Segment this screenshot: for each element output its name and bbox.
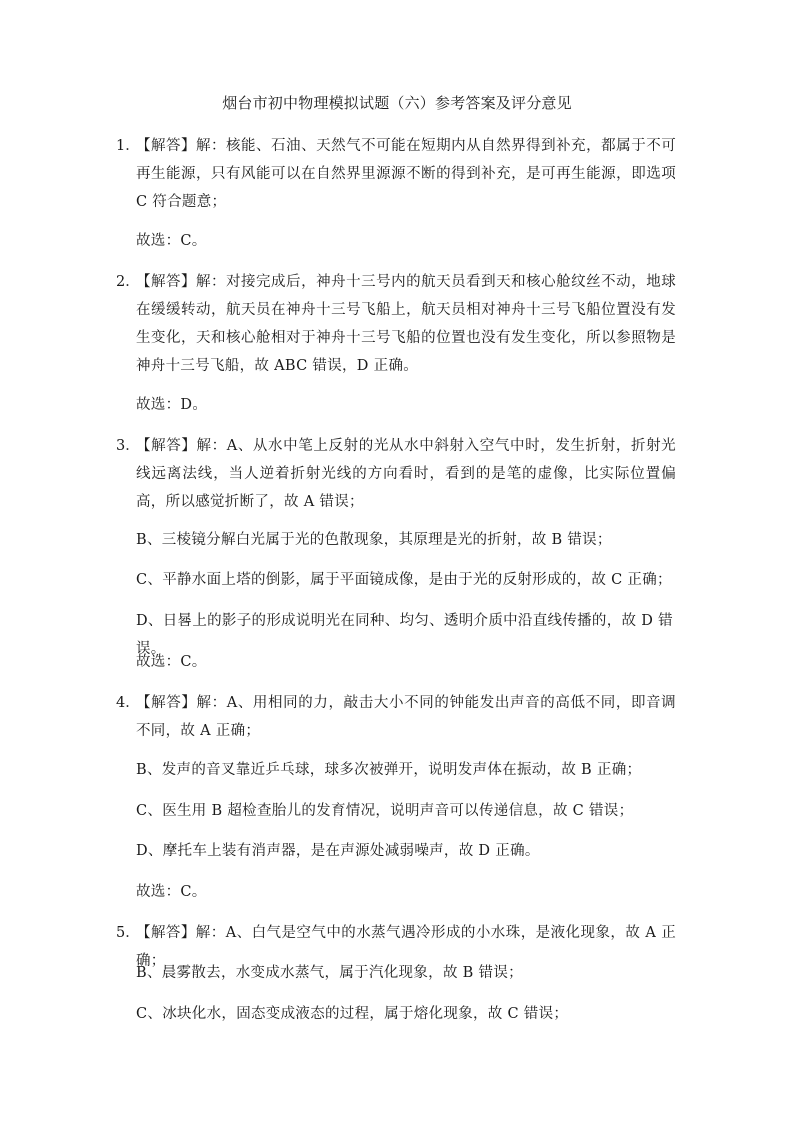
question-3-option-c: C、平静水面上塔的倒影，属于平面镜成像，是由于光的反射形成的，故 C 正确； <box>136 572 672 588</box>
question-2-solution: 【解答】解：对接完成后，神舟十三号内的航天员看到天和核心舱纹丝不动，地球在缓缓转动，航天员在神舟十三号飞船上，航天员相对神舟十三号飞船位置没有发生变化，天和核心舱相对于神舟十三号飞船的位置也没有发生变化，所以参照物是神舟十三号飞船，故 ABC 错误，D 正确。 <box>136 274 676 374</box>
question-5-number: 5． <box>116 925 140 941</box>
question-1-answer: 故选：C。 <box>136 233 207 249</box>
question-5-option-b: B、晨雾散去，水变成水蒸气，属于汽化现象，故 B 错误； <box>136 965 523 981</box>
question-3-answer: 故选：C。 <box>136 654 207 670</box>
document-title: 烟台市初中物理模拟试题（六）参考答案及评分意见 <box>222 94 572 112</box>
question-4-number: 4． <box>116 695 140 711</box>
question-4-option-c: C、医生用 B 超检查胎儿的发育情况，说明声音可以传递信息，故 C 错误； <box>136 803 634 819</box>
question-3-solution: 【解答】解：A、从水中笔上反射的光从水中斜射入空气中时，发生折射，折射光线远离法线，当人逆着折射光线的方向看时，看到的是笔的虚像，比实际位置偏高，所以感觉折断了，故 A 错误； <box>136 438 676 510</box>
question-2-number: 2． <box>116 274 140 290</box>
question-1-solution: 【解答】解：核能、石油、天然气不可能在短期内从自然界得到补充，都属于不可再生能源，只有风能可以在自然界里源源不断的得到补充，是可再生能源，即选项 C 符合题意； <box>136 138 676 210</box>
question-3-option-b: B、三棱镜分解白光属于光的色散现象，其原理是光的折射，故 B 错误； <box>136 532 612 548</box>
question-4-option-b: B、发声的音叉靠近乒乓球，球多次被弹开，说明发声体在振动，故 B 正确； <box>136 762 642 778</box>
question-3-number: 3． <box>116 438 140 454</box>
question-2-answer: 故选：D。 <box>136 397 208 413</box>
question-3-option-d: D、日晷上的影子的形成说明光在同种、均匀、透明介质中沿直线传播的，故 D 错误。 <box>136 613 673 657</box>
question-4-option-d: D、摩托车上装有消声器，是在声源处减弱噪声，故 D 正确。 <box>136 843 540 859</box>
question-1-number: 1． <box>116 138 140 154</box>
question-4-answer: 故选：C。 <box>136 884 207 900</box>
question-5-option-c: C、冰块化水，固态变成液态的过程，属于熔化现象，故 C 错误； <box>136 1006 569 1022</box>
question-5-solution: 【解答】解：A、白气是空气中的水蒸气遇冷形成的小水珠，是液化现象，故 A 正确； <box>136 925 676 969</box>
question-4-solution: 【解答】解：A、用相同的力，敲击大小不同的钟能发出声音的高低不同，即音调不同，故 A 正确； <box>136 695 676 739</box>
